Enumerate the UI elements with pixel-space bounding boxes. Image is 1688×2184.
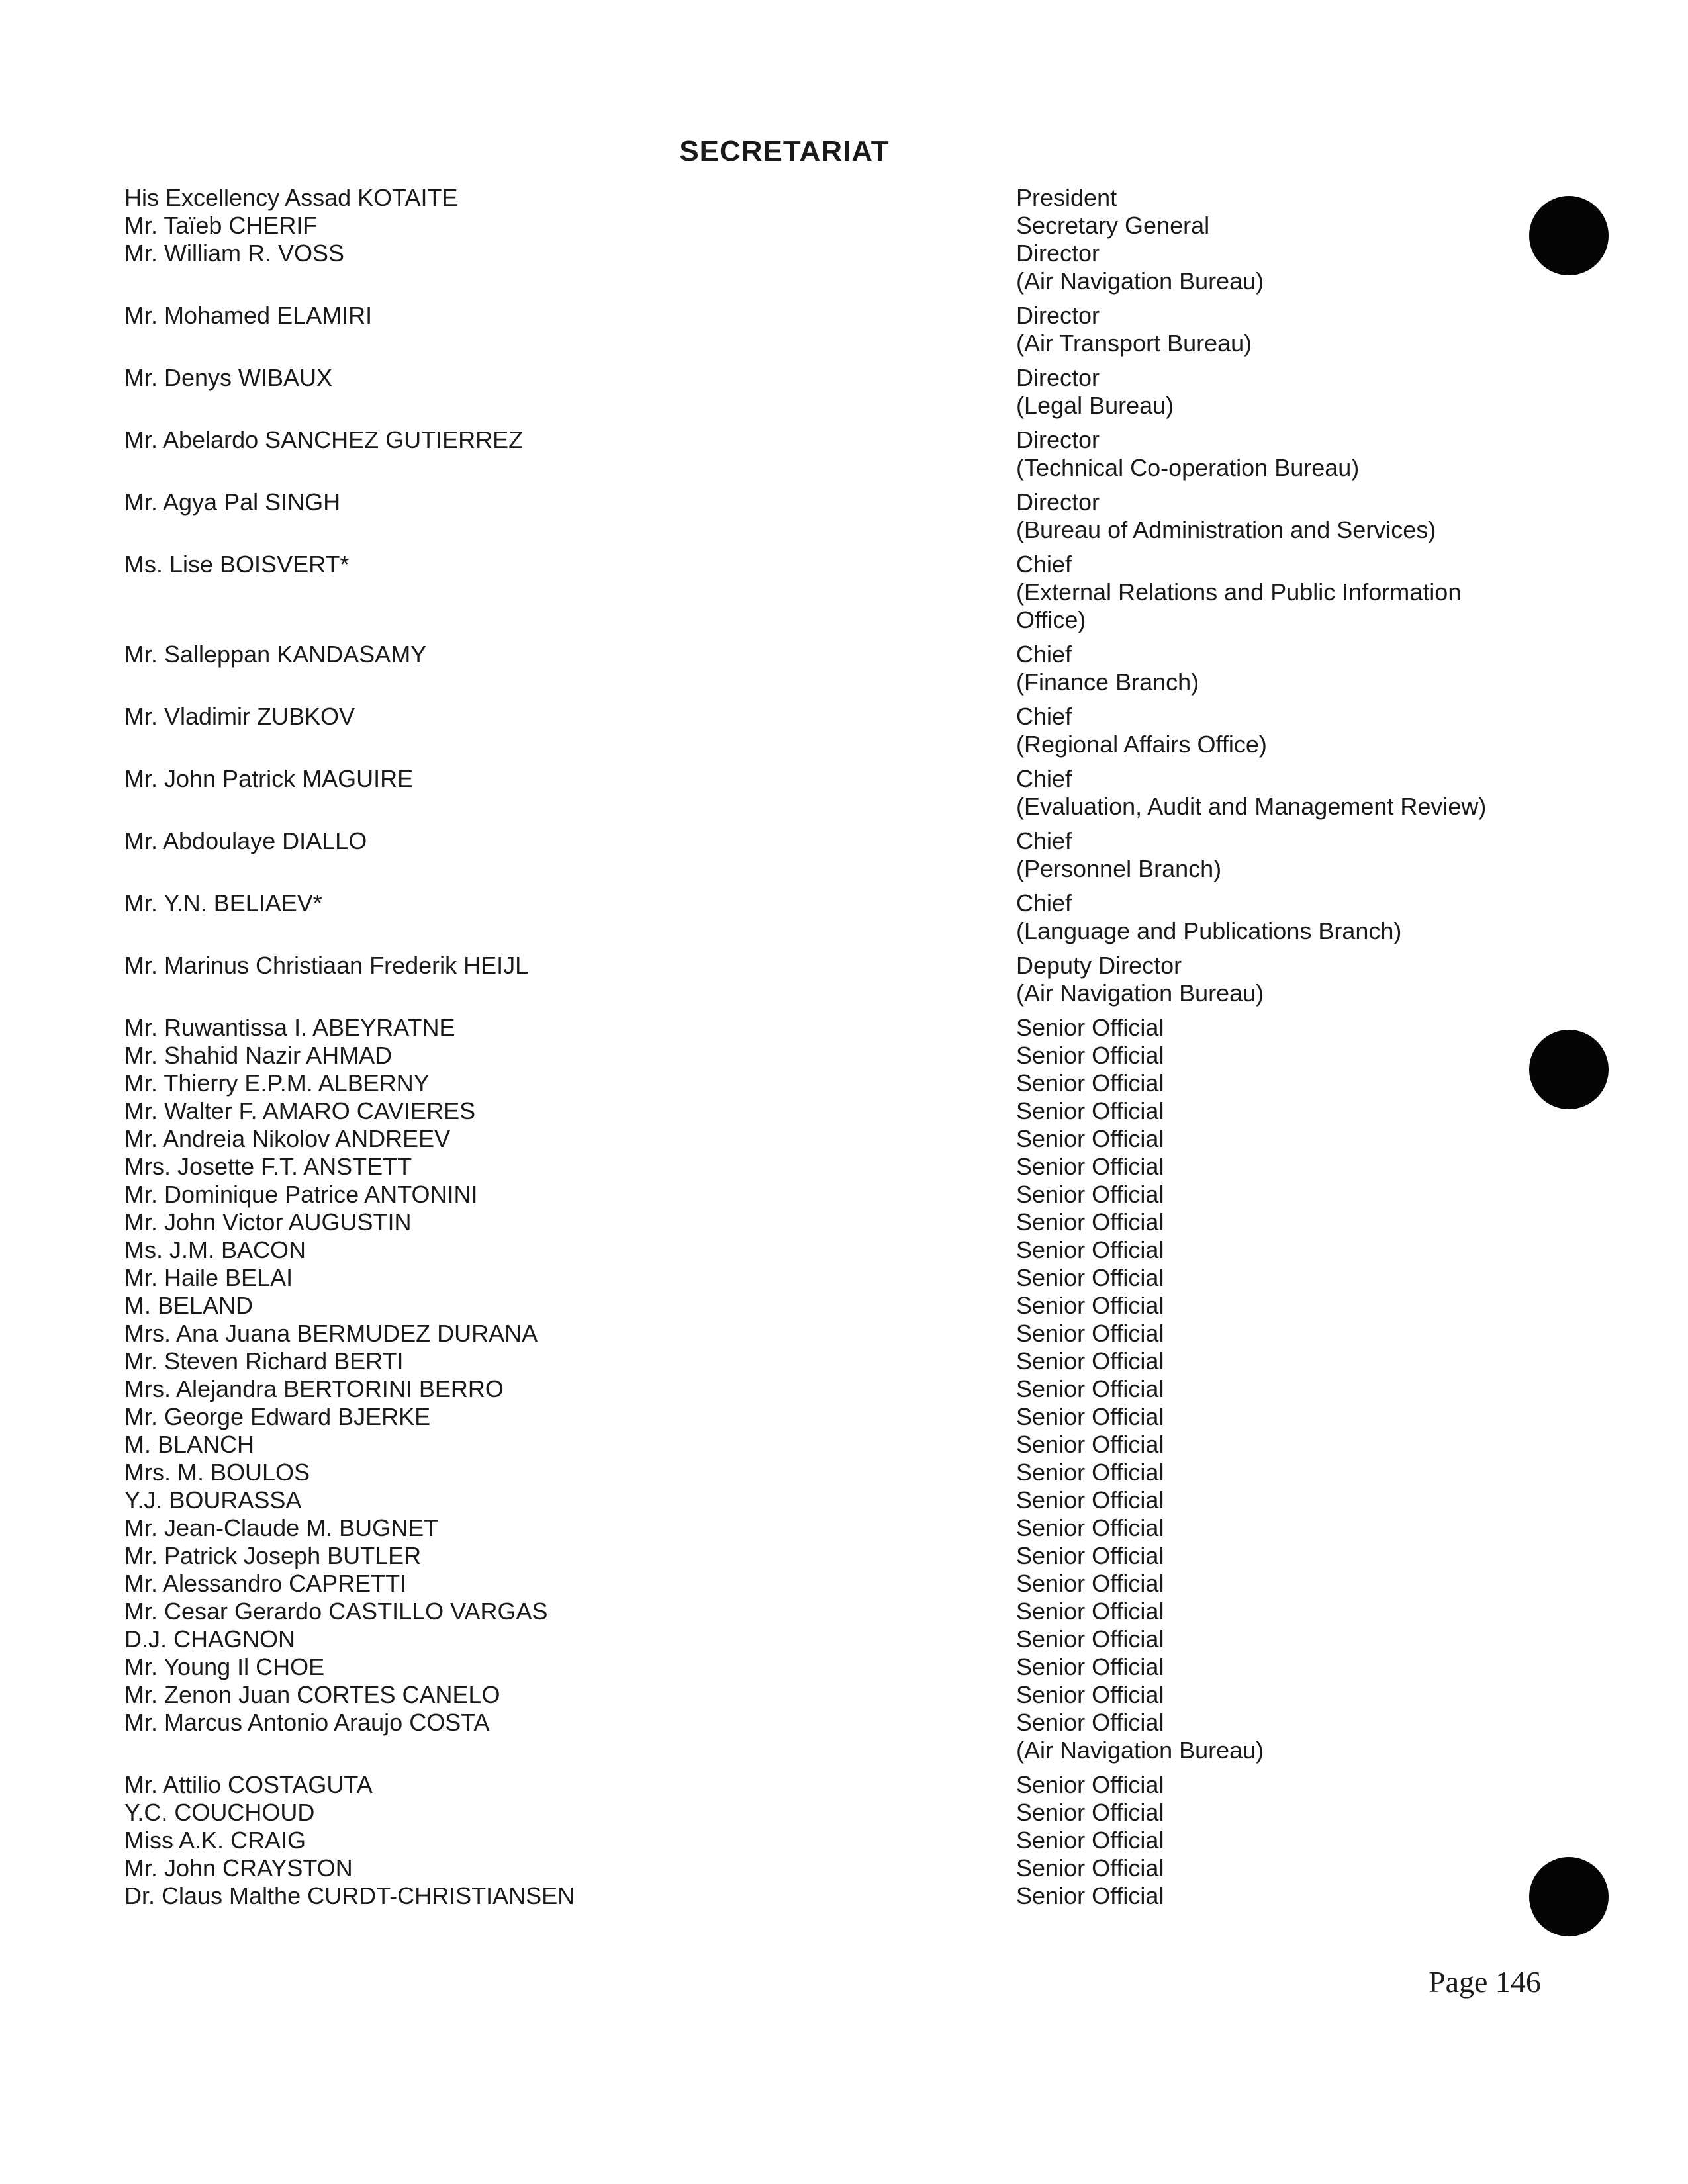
staff-title xyxy=(1016,1854,1506,1882)
staff-row xyxy=(119,1375,1523,1403)
staff-name: M. BLANCH xyxy=(124,1431,255,1458)
staff-row xyxy=(119,551,1523,634)
staff-name: Mr. Alessandro CAPRETTI xyxy=(124,1570,407,1597)
title-line: Senior Official xyxy=(1016,1292,1164,1319)
title-line: Chief xyxy=(1016,703,1072,730)
staff-row xyxy=(119,1403,1523,1431)
staff-row xyxy=(119,1208,1523,1236)
staff-row xyxy=(119,703,1523,758)
staff-name: Mr. George Edward BJERKE xyxy=(124,1403,431,1430)
staff-name: Y.C. COUCHOUD xyxy=(124,1799,315,1826)
staff-row xyxy=(119,1542,1523,1570)
title-line: Senior Official xyxy=(1016,1514,1164,1541)
title-line: Deputy Director xyxy=(1016,952,1182,979)
staff-row xyxy=(119,1125,1523,1153)
staff-row xyxy=(119,1042,1523,1069)
staff-title xyxy=(1016,1125,1506,1153)
staff-name: Mr. Cesar Gerardo CASTILLO VARGAS xyxy=(124,1598,548,1625)
page-title: SECRETARIAT xyxy=(679,135,890,167)
staff-title xyxy=(1016,302,1506,357)
title-line: Senior Official xyxy=(1016,1320,1164,1347)
staff-row xyxy=(119,952,1523,1007)
title-line: Senior Official xyxy=(1016,1653,1164,1680)
staff-name: Mr. John CRAYSTON xyxy=(124,1854,353,1882)
department-line: (Language and Publications Branch) xyxy=(1016,917,1402,944)
department-line: (Technical Co-operation Bureau) xyxy=(1016,454,1360,481)
department-line: (Personnel Branch) xyxy=(1016,855,1222,882)
staff-title xyxy=(1016,889,1506,945)
title-line: Secretary General xyxy=(1016,212,1210,239)
staff-row xyxy=(119,1570,1523,1598)
staff-row xyxy=(119,1486,1523,1514)
title-line: Senior Official xyxy=(1016,1709,1164,1736)
staff-row xyxy=(119,212,1523,240)
staff-row xyxy=(119,827,1523,883)
staff-name: Ms. J.M. BACON xyxy=(124,1236,306,1263)
staff-name: Mr. Thierry E.P.M. ALBERNY xyxy=(124,1069,430,1097)
staff-name: Mr. William R. VOSS xyxy=(124,240,345,267)
title-line: Senior Official xyxy=(1016,1486,1164,1514)
staff-name: Mr. Young Il CHOE xyxy=(124,1653,325,1680)
title-line: Senior Official xyxy=(1016,1208,1164,1236)
staff-title xyxy=(1016,827,1506,883)
title-line: Senior Official xyxy=(1016,1827,1164,1854)
staff-title xyxy=(1016,1882,1506,1910)
title-line: Senior Official xyxy=(1016,1097,1164,1124)
staff-title xyxy=(1016,1320,1506,1347)
staff-row xyxy=(119,240,1523,295)
staff-row xyxy=(119,1153,1523,1181)
staff-title xyxy=(1016,1236,1506,1264)
staff-name: Mrs. Josette F.T. ANSTETT xyxy=(124,1153,412,1180)
staff-row xyxy=(119,765,1523,821)
staff-row xyxy=(119,1292,1523,1320)
staff-row xyxy=(119,1771,1523,1799)
title-line: Senior Official xyxy=(1016,1236,1164,1263)
staff-title xyxy=(1016,1069,1506,1097)
title-line: Senior Official xyxy=(1016,1771,1164,1798)
staff-row xyxy=(119,1799,1523,1827)
title-line: Director xyxy=(1016,426,1100,453)
department-line: (Evaluation, Audit and Management Review) xyxy=(1016,793,1487,820)
staff-title xyxy=(1016,1347,1506,1375)
staff-title xyxy=(1016,765,1506,821)
staff-name: Mr. Marinus Christiaan Frederik HEIJL xyxy=(124,952,529,979)
staff-name: Mr. Steven Richard BERTI xyxy=(124,1347,404,1375)
title-line: Senior Official xyxy=(1016,1598,1164,1625)
title-line: Senior Official xyxy=(1016,1459,1164,1486)
staff-name: Mr. Jean-Claude M. BUGNET xyxy=(124,1514,439,1541)
staff-name: Mr. Ruwantissa I. ABEYRATNE xyxy=(124,1014,455,1041)
title-line: Senior Official xyxy=(1016,1069,1164,1097)
title-line: Chief xyxy=(1016,551,1072,578)
staff-row xyxy=(119,1264,1523,1292)
staff-name: Mr. Shahid Nazir AHMAD xyxy=(124,1042,393,1069)
title-line: Senior Official xyxy=(1016,1882,1164,1909)
staff-row xyxy=(119,302,1523,357)
staff-row xyxy=(119,1014,1523,1042)
staff-row xyxy=(119,1709,1523,1764)
staff-title xyxy=(1016,426,1506,482)
title-line: Senior Official xyxy=(1016,1854,1164,1882)
staff-row xyxy=(119,641,1523,696)
staff-list xyxy=(119,184,1523,1910)
staff-name: Mr. Attilio COSTAGUTA xyxy=(124,1771,373,1798)
staff-title xyxy=(1016,1459,1506,1486)
staff-name: Mr. John Patrick MAGUIRE xyxy=(124,765,414,792)
staff-title xyxy=(1016,1014,1506,1042)
staff-title xyxy=(1016,240,1506,295)
staff-row xyxy=(119,1069,1523,1097)
title-line: Senior Official xyxy=(1016,1681,1164,1708)
department-line: (Bureau of Administration and Services) xyxy=(1016,516,1436,543)
staff-row xyxy=(119,184,1523,212)
title-line: Senior Official xyxy=(1016,1570,1164,1597)
title-line: Senior Official xyxy=(1016,1347,1164,1375)
staff-title xyxy=(1016,1625,1506,1653)
staff-title xyxy=(1016,184,1506,212)
staff-name: Mr. Vladimir ZUBKOV xyxy=(124,703,355,730)
staff-name: Dr. Claus Malthe CURDT-CHRISTIANSEN xyxy=(124,1882,575,1909)
department-line: (Legal Bureau) xyxy=(1016,392,1174,419)
staff-name: Mr. Dominique Patrice ANTONINI xyxy=(124,1181,478,1208)
staff-title xyxy=(1016,1431,1506,1459)
staff-row xyxy=(119,1653,1523,1681)
staff-row xyxy=(119,1854,1523,1882)
staff-title xyxy=(1016,1681,1506,1709)
staff-title xyxy=(1016,364,1506,420)
title-line: Chief xyxy=(1016,641,1072,668)
title-line: Senior Official xyxy=(1016,1403,1164,1430)
punch-hole-top xyxy=(1529,196,1609,275)
staff-name: Mr. Haile BELAI xyxy=(124,1264,293,1291)
title-line: Senior Official xyxy=(1016,1181,1164,1208)
staff-name: Mrs. Alejandra BERTORINI BERRO xyxy=(124,1375,504,1402)
staff-title xyxy=(1016,1403,1506,1431)
staff-name: His Excellency Assad KOTAITE xyxy=(124,184,458,211)
staff-name: Mr. Marcus Antonio Araujo COSTA xyxy=(124,1709,490,1736)
staff-title xyxy=(1016,488,1506,544)
staff-name: D.J. CHAGNON xyxy=(124,1625,296,1653)
punch-hole-middle xyxy=(1529,1030,1609,1109)
staff-row xyxy=(119,1347,1523,1375)
staff-title xyxy=(1016,1097,1506,1125)
staff-title xyxy=(1016,1542,1506,1570)
staff-row xyxy=(119,1598,1523,1625)
staff-row xyxy=(119,889,1523,945)
staff-title xyxy=(1016,1486,1506,1514)
staff-name: Mr. Zenon Juan CORTES CANELO xyxy=(124,1681,500,1708)
staff-title xyxy=(1016,1709,1506,1764)
staff-title xyxy=(1016,1375,1506,1403)
page-number: Page 146 xyxy=(1429,1965,1541,1999)
title-line: Senior Official xyxy=(1016,1042,1164,1069)
staff-name: Mr. Patrick Joseph BUTLER xyxy=(124,1542,422,1569)
staff-title xyxy=(1016,1598,1506,1625)
title-line: Chief xyxy=(1016,889,1072,917)
staff-name: Mr. Walter F. AMARO CAVIERES xyxy=(124,1097,476,1124)
staff-row xyxy=(119,1431,1523,1459)
staff-name: Mr. Taïeb CHERIF xyxy=(124,212,318,239)
staff-title xyxy=(1016,1653,1506,1681)
staff-name: Mrs. M. BOULOS xyxy=(124,1459,310,1486)
staff-name: Mr. Andreia Nikolov ANDREEV xyxy=(124,1125,451,1152)
staff-row xyxy=(119,1514,1523,1542)
punch-hole-bottom xyxy=(1529,1857,1609,1936)
title-line: Senior Official xyxy=(1016,1799,1164,1826)
title-line: Senior Official xyxy=(1016,1153,1164,1180)
staff-title xyxy=(1016,1181,1506,1208)
staff-name: Mrs. Ana Juana BERMUDEZ DURANA xyxy=(124,1320,538,1347)
staff-row xyxy=(119,1625,1523,1653)
staff-row xyxy=(119,426,1523,482)
title-line: Senior Official xyxy=(1016,1014,1164,1041)
staff-row xyxy=(119,1181,1523,1208)
title-line: Senior Official xyxy=(1016,1542,1164,1569)
title-line: Chief xyxy=(1016,827,1072,854)
staff-row xyxy=(119,1097,1523,1125)
staff-name: Mr. Abelardo SANCHEZ GUTIERREZ xyxy=(124,426,524,453)
title-line: Senior Official xyxy=(1016,1264,1164,1291)
department-line: (Air Transport Bureau) xyxy=(1016,330,1252,357)
staff-name: Mr. Abdoulaye DIALLO xyxy=(124,827,367,854)
staff-title xyxy=(1016,1771,1506,1799)
title-line: Senior Official xyxy=(1016,1431,1164,1458)
staff-title xyxy=(1016,551,1506,634)
title-line: Director xyxy=(1016,488,1100,516)
title-line: President xyxy=(1016,184,1117,211)
staff-title xyxy=(1016,1208,1506,1236)
department-line: (Air Navigation Bureau) xyxy=(1016,1737,1264,1764)
title-line: Senior Official xyxy=(1016,1625,1164,1653)
staff-title xyxy=(1016,1570,1506,1598)
staff-name: Mr. John Victor AUGUSTIN xyxy=(124,1208,412,1236)
department-line: (External Relations and Public Information Office) xyxy=(1016,578,1462,633)
staff-title xyxy=(1016,1153,1506,1181)
staff-name: Mr. Agya Pal SINGH xyxy=(124,488,341,516)
staff-title xyxy=(1016,641,1506,696)
department-line: (Air Navigation Bureau) xyxy=(1016,979,1264,1007)
title-line: Director xyxy=(1016,302,1100,329)
staff-title xyxy=(1016,1799,1506,1827)
department-line: (Air Navigation Bureau) xyxy=(1016,267,1264,295)
staff-row xyxy=(119,1882,1523,1910)
staff-title xyxy=(1016,1827,1506,1854)
staff-name: Mr. Salleppan KANDASAMY xyxy=(124,641,427,668)
staff-row xyxy=(119,1459,1523,1486)
title-line: Senior Official xyxy=(1016,1375,1164,1402)
staff-title xyxy=(1016,703,1506,758)
staff-name: Mr. Mohamed ELAMIRI xyxy=(124,302,373,329)
staff-name: Y.J. BOURASSA xyxy=(124,1486,302,1514)
title-line: Director xyxy=(1016,364,1100,391)
staff-row xyxy=(119,1320,1523,1347)
staff-title xyxy=(1016,1292,1506,1320)
title-line: Senior Official xyxy=(1016,1125,1164,1152)
department-line: (Regional Affairs Office) xyxy=(1016,731,1267,758)
staff-title xyxy=(1016,952,1506,1007)
staff-row xyxy=(119,364,1523,420)
staff-name: Ms. Lise BOISVERT* xyxy=(124,551,350,578)
staff-name: Mr. Y.N. BELIAEV* xyxy=(124,889,322,917)
staff-title xyxy=(1016,212,1506,240)
title-line: Chief xyxy=(1016,765,1072,792)
staff-name: M. BELAND xyxy=(124,1292,254,1319)
department-line: (Finance Branch) xyxy=(1016,668,1199,696)
staff-row xyxy=(119,1236,1523,1264)
staff-title xyxy=(1016,1514,1506,1542)
staff-row xyxy=(119,1827,1523,1854)
title-line: Director xyxy=(1016,240,1100,267)
staff-name: Miss A.K. CRAIG xyxy=(124,1827,306,1854)
staff-title xyxy=(1016,1264,1506,1292)
staff-row xyxy=(119,1681,1523,1709)
staff-row xyxy=(119,488,1523,544)
staff-title xyxy=(1016,1042,1506,1069)
staff-name: Mr. Denys WIBAUX xyxy=(124,364,333,391)
